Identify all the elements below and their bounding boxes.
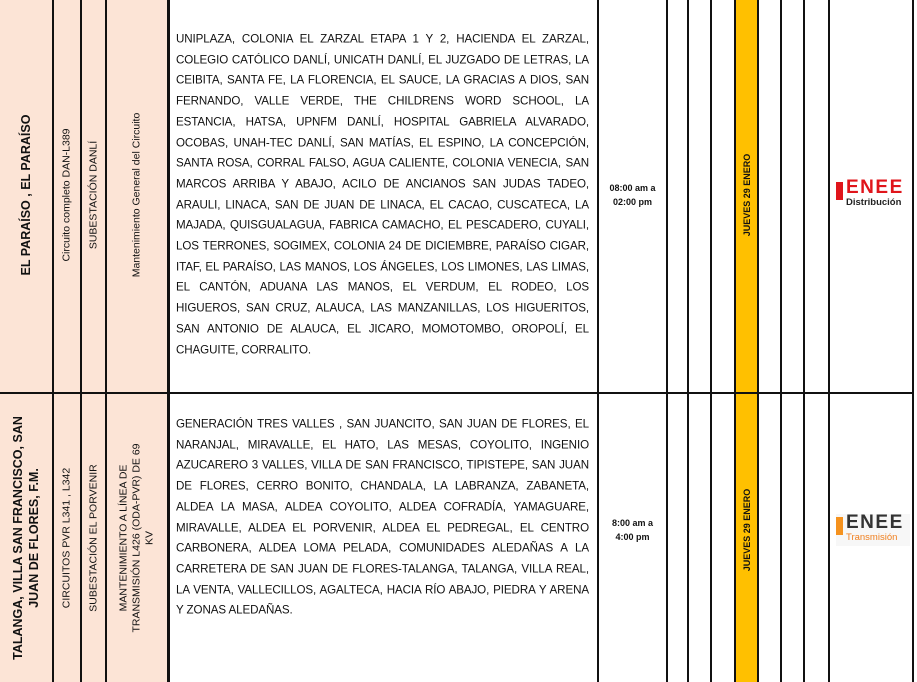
- areas-cell: [170, 392, 599, 682]
- logo-cell: [830, 0, 914, 392]
- blank-cell: [782, 0, 805, 392]
- logo-sub: Distribución: [846, 197, 902, 208]
- logo-word: ENEE: [846, 177, 904, 198]
- time-end: 02:00 pm: [612, 197, 653, 207]
- blank-cell: [712, 0, 736, 392]
- date-cell: [736, 392, 759, 682]
- logo-cell: [830, 392, 914, 682]
- date-label: JUEVES 29 ENERO: [741, 488, 752, 572]
- work-label: MANTENIMIENTO A LÍNEA DE TRANSMISIÓN L426 (ODA-PVR) DE 69 KV: [117, 443, 156, 633]
- logo-sub: Transmisión: [846, 532, 898, 543]
- location-cell: [0, 392, 54, 682]
- location-cell: [0, 0, 54, 392]
- blank-cell: [689, 0, 712, 392]
- enee-transmision-logo: [836, 514, 910, 546]
- substation-label: SUBESTACIÓN DANLÍ: [87, 140, 99, 250]
- blank-cell: [759, 392, 782, 682]
- time-end: 4:00 pm: [615, 532, 650, 542]
- time-cell: [599, 0, 668, 392]
- date-cell: [736, 0, 759, 392]
- substation-cell: [82, 0, 107, 392]
- blank-cell: [668, 392, 689, 682]
- circuit-cell: [54, 392, 82, 682]
- time-range: [599, 181, 666, 209]
- work-label: Mantenimiento General del Circuito: [130, 112, 143, 278]
- areas-cell: [170, 0, 599, 392]
- substation-cell: [82, 392, 107, 682]
- substation-label: SUBESTACIÓN EL PORVENIR: [87, 464, 99, 612]
- time-range: [599, 516, 666, 544]
- location-label: EL PARAÍSO , EL PARAÍSO: [19, 114, 33, 276]
- location-label: TALANGA, VILLA SAN FRANCISCO, SAN JUAN DE FLORES, F.M.: [11, 416, 41, 660]
- circuit-label: Circuito completo DAN-L389: [60, 128, 73, 262]
- blank-cell: [689, 392, 712, 682]
- blank-cell: [759, 0, 782, 392]
- time-start: 8:00 am a: [611, 518, 654, 528]
- enee-distribucion-logo: [836, 179, 910, 211]
- date-label: JUEVES 29 ENERO: [741, 153, 752, 237]
- enee-mark-icon: [836, 182, 843, 200]
- blank-cell: [805, 392, 830, 682]
- enee-mark-icon: [836, 517, 843, 535]
- blank-cell: [805, 0, 830, 392]
- schedule-row-2: [0, 392, 913, 682]
- circuit-cell: [54, 0, 82, 392]
- time-cell: [599, 392, 668, 682]
- affected-areas-text: GENERACIÓN TRES VALLES , SAN JUANCITO, SAN JUAN DE FLORES, EL NARANJAL, MIRAVALLE, EL HATO, LAS MESAS, COYOLITO, INGENIO AZUCARERO 3 VALLES, VILLA DE SAN FRANCISCO, TIPISTEPE, SAN JUAN DE FLORES, CERRO BONITO, CHANDALA, LA LABRANZA, ZABANETA, ALDEA LA MASA, ALDEA COYOLITO, ALDEA COFRADÍA, YAMAGUARE, MIRAVALLE, ALDEA EL PORVENIR, ALDEA EL PEDREGAL, EL CENTRO CARBONERA, ALDEA LOMA PELADA, COMUNIDADES ALEDAÑAS A LA CARRETERA DE SAN JUAN DE FLORES-TALANGA, TALANGA, VILLA REAL, LA VENTA, VALLECILLOS, AGALTECA, HACIA RÍO ABAJO, PIEDRA Y ARENA Y ZONAS ALEDAÑAS.: [176, 417, 589, 617]
- blank-cell: [782, 392, 805, 682]
- logo-word: ENEE: [846, 512, 904, 533]
- blank-cell: [668, 0, 689, 392]
- blank-cell: [712, 392, 736, 682]
- work-cell: [107, 0, 170, 392]
- circuit-label: CIRCUITOS PVR L341 , L342: [60, 467, 73, 609]
- work-cell: [107, 392, 170, 682]
- time-start: 08:00 am a: [609, 183, 656, 193]
- affected-areas-text: UNIPLAZA, COLONIA EL ZARZAL ETAPA 1 Y 2, HACIENDA EL ZARZAL, COLEGIO CATÓLICO DANLÍ, UNICATH DANLÍ, EL JUZGADO DE LETRAS, LA CEIBITA, SANTA FE, LA FLORENCIA, EL SAUCE, LA GRACIAS A DIOS, SAN FERNANDO, VALLE VERDE, THE CHILDRENS WORD SCHOOL, LA ESTANCIA, HATSA, UPNFM DANLÍ, HOSPITAL GABRIELA ALVARADO, OCOBAS, UNAH-TEC DANLÍ, SAN MATÍAS, EL ESPINO, LA CONCEPCIÓN, SANTA ROSA, CORRAL FALSO, AGUA CALIENTE, COLONIA VENECIA, SAN MARCOS ARRIBA Y ABAJO, ACILO DE ANCIANOS SAN JUDAS TADEO, ARAULI, LINACA, SAN DE JUAN DE LINACA, EL CACAO, CUSCATECA, LA MAJADA, QUISGUALAGUA, FABRICA CAMACHO, EL PESCADERO, CUYALI, LOS TERRONES, SOGIMEX, COLONIA 24 DE DICIEMBRE, PARAÍSO CIGAR, ITAF, EL PARAÍSO, LAS MANOS, LOS ÁNGELES, LOS LIMONES, LAS LIMAS, EL CANTÓN, ADUANA LAS MANOS, EL VERDUM, EL RODEO, LOS HIGUEROS, SAN CRUZ, ALAUCA, LAS MANZANILLAS, LOS HIGUERITOS, SAN ANTONIO DE ALAUCA, EL JICARO, MOMOTOMBO, OROPOLÍ, EL CHAGUITE, CORRALITO.: [176, 32, 589, 356]
